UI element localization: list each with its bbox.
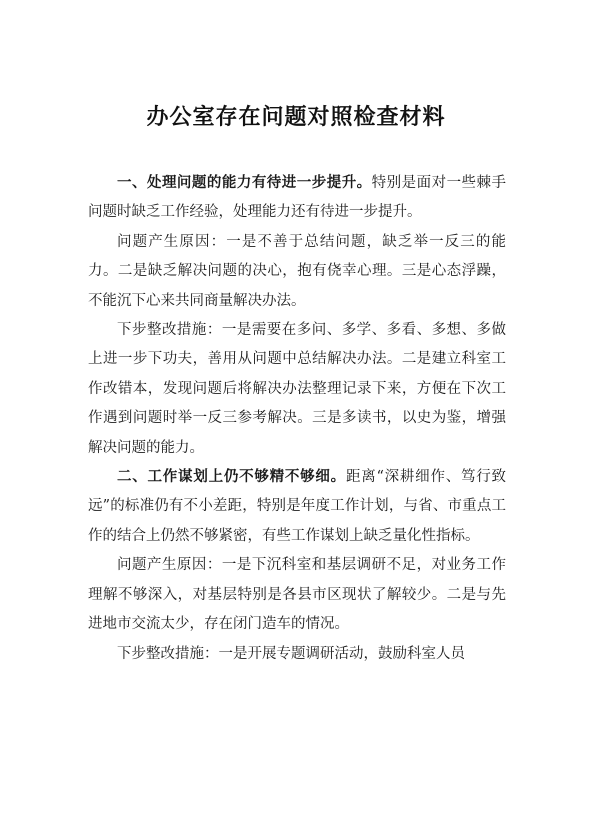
paragraph-3 bbox=[88, 316, 506, 463]
paragraph-2 bbox=[88, 228, 506, 316]
paragraph-text: 下步整改措施：一是需要在多问、多学、多看、多想、多做上进一步下功夫，善用从问题中总结解决办法。二是建立科室工作改错本，发现问题后将解决办法整理记录下来，方便在下次工作遇到问题时举一反三参考解决。三是多读书，以史为鉴，增强解决问题的能力。 bbox=[88, 322, 506, 456]
paragraph-4 bbox=[88, 463, 506, 551]
document-title: 办公室存在问题对照检查材料 bbox=[146, 104, 446, 130]
paragraph-6 bbox=[88, 640, 506, 669]
section-heading-1: 一、处理问题的能力有待进一步提升。 bbox=[117, 175, 372, 191]
section-heading-2: 二、工作谋划上仍不够精不够细。 bbox=[117, 469, 346, 486]
paragraph-text: 问题产生原因：一是下沉科室和基层调研不足，对业务工作理解不够深入，对基层特别是各县市区现状了解较少。二是与先进地市交流太少，存在闭门造车的情况。 bbox=[88, 557, 506, 633]
paragraph-text: 距离“深耕细作、笃行致远”的标准仍有不小差距，特别是年度工作计划，与省、市重点工作的结合上仍然不够紧密，有些工作谋划上缺乏量化性指标。 bbox=[88, 469, 506, 544]
paragraph-1 bbox=[88, 169, 506, 228]
paragraph-text: 下步整改措施：一是开展专题调研活动，鼓励科室人员 bbox=[117, 645, 465, 662]
paragraph-text: 问题产生原因：一是不善于总结问题，缺乏举一反三的能力。二是缺乏解决问题的决心，抱有侥幸心理。三是心态浮躁，不能沉下心来共同商量解决办法。 bbox=[88, 233, 506, 309]
document-body bbox=[88, 169, 506, 669]
paragraph-text: 特别是面对一些棘手问题时缺乏工作经验，处理能力还有待进一步提升。 bbox=[88, 175, 507, 221]
paragraph-5 bbox=[88, 551, 506, 639]
